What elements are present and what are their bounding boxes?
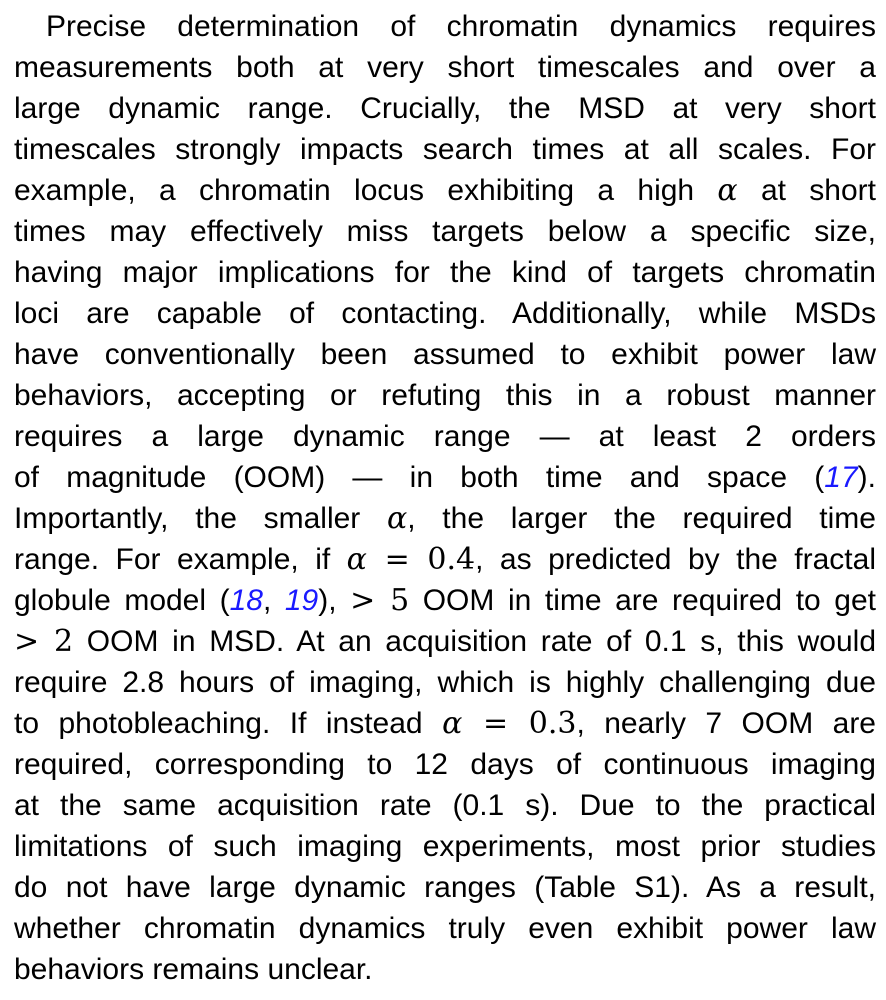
paragraph-text: required, corresponding to 12 days of continuous imaging xyxy=(14,748,876,781)
paragraph-line xyxy=(14,949,876,990)
paragraph-line xyxy=(14,375,876,416)
paragraph-text: OOM in MSD. At an acquisition rate of 0.1 s, this would xyxy=(73,625,876,658)
paragraph-line xyxy=(14,334,876,375)
paragraph-line xyxy=(14,170,876,211)
paragraph-text: loci are capable of contacting. Additionally, while MSDs xyxy=(14,297,876,330)
paragraph-text: , the larger the required time xyxy=(407,502,876,535)
paragraph-line xyxy=(14,47,876,88)
paragraph-text: Precise determination of chromatin dynamics requires xyxy=(46,10,876,43)
paragraph-line xyxy=(14,826,876,867)
paragraph-line xyxy=(14,252,876,293)
paragraph-line xyxy=(14,744,876,785)
paragraph-text: limitations of such imaging experiments, most prior studies xyxy=(14,830,876,863)
paragraph-text: having major implications for the kind of targets chromatin xyxy=(14,256,876,289)
paragraph-text: do not have large dynamic ranges (Table S1). As a result, xyxy=(14,871,876,904)
paragraph-text: requires a large dynamic range — at least 2 orders xyxy=(14,420,876,453)
math-expression: > 5 xyxy=(350,583,410,618)
math-expression: = 0.4 xyxy=(366,542,476,577)
paragraph-text: large dynamic range. Crucially, the MSD at very short xyxy=(14,92,876,125)
paragraph-text: , xyxy=(262,584,285,617)
paragraph-line xyxy=(14,211,876,252)
paragraph-text: require 2.8 hours of imaging, which is highly challenging due xyxy=(14,666,876,699)
math-expression: = 0.3 xyxy=(462,706,577,741)
paragraph-text: ). xyxy=(857,461,876,494)
paragraph-line xyxy=(14,662,876,703)
paragraph-text: have conventionally been assumed to exhibit power law xyxy=(14,338,876,371)
paragraph-text: globule model ( xyxy=(14,584,230,617)
paragraph-text: behaviors remains unclear. xyxy=(14,953,373,986)
paragraph-text: timescales strongly impacts search times at all scales. For xyxy=(14,133,876,166)
paragraph-line xyxy=(14,88,876,129)
paragraph-line xyxy=(14,416,876,457)
paragraph-line xyxy=(14,703,876,744)
paragraph-text: at the same acquisition rate (0.1 s). Due to the practical xyxy=(14,789,876,822)
paragraph-line xyxy=(14,457,876,498)
paragraph-text: at short xyxy=(737,174,876,207)
paragraph-text: times may effectively miss targets below a specific size, xyxy=(14,215,876,248)
citation-link[interactable]: 18 xyxy=(229,584,263,617)
paragraph-line xyxy=(14,6,876,47)
paragraph-text: OOM in time are required to get xyxy=(409,584,876,617)
paragraph-text: Importantly, the smaller xyxy=(14,502,387,535)
paragraph-text: example, a chromatin locus exhibiting a high xyxy=(14,174,718,207)
citation-link[interactable]: 17 xyxy=(824,461,858,494)
paragraph-line xyxy=(14,293,876,334)
paragraph-line xyxy=(14,129,876,170)
paragraph-text: , nearly 7 OOM are xyxy=(576,707,876,740)
paragraph-text: range. For example, if xyxy=(14,543,347,576)
paragraph-line xyxy=(14,539,876,580)
math-symbol: α xyxy=(387,501,408,536)
paragraph-text: behaviors, accepting or refuting this in a robust manner xyxy=(14,379,876,412)
paragraph-line xyxy=(14,867,876,908)
paragraph-text: , as predicted by the fractal xyxy=(475,543,876,576)
math-symbol: α xyxy=(346,542,367,577)
paragraph-line xyxy=(14,908,876,949)
paragraph-text: measurements both at very short timescales and over a xyxy=(14,51,876,84)
citation-link[interactable]: 19 xyxy=(284,584,319,617)
paragraph-text: to photobleaching. If instead xyxy=(14,707,443,740)
paragraph-line xyxy=(14,785,876,826)
paragraph-text: ), xyxy=(318,584,351,617)
paragraph-line xyxy=(14,621,876,662)
paragraph-text: whether chromatin dynamics truly even exhibit power law xyxy=(14,912,876,945)
math-symbol: α xyxy=(442,706,463,741)
paragraph-line xyxy=(14,498,876,539)
paper-paragraph xyxy=(14,6,876,990)
math-symbol: α xyxy=(717,173,738,208)
paragraph-line xyxy=(14,580,876,621)
paragraph-text: of magnitude (OOM) — in both time and space ( xyxy=(14,461,825,494)
math-expression: > 2 xyxy=(14,624,74,659)
